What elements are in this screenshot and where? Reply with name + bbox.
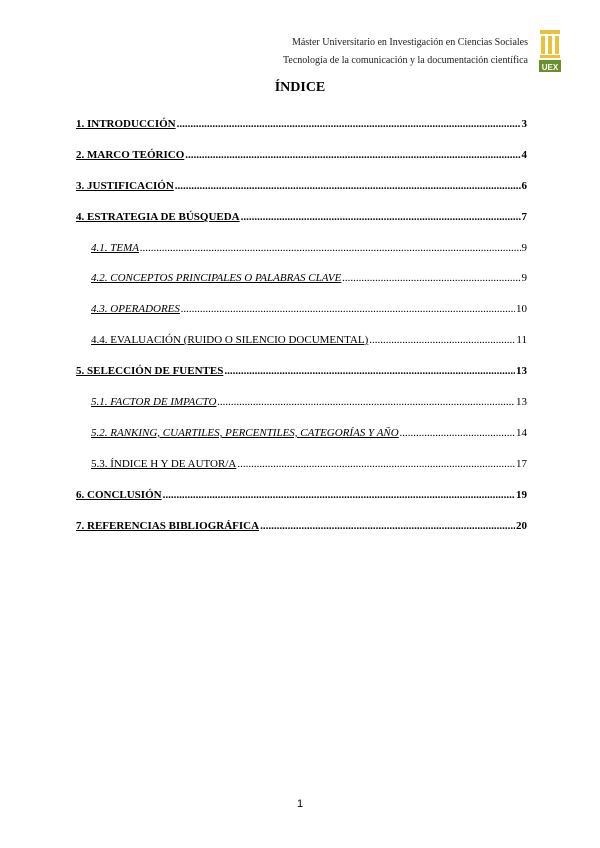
toc-entry-justificacion[interactable]	[76, 176, 527, 192]
toc-entry-referencias[interactable]	[76, 516, 527, 532]
toc-entry-page: 9	[521, 242, 527, 254]
header-line-1: Máster Universitario en Investigación en Ciencias Sociales	[291, 37, 528, 48]
toc-dot-leader	[260, 520, 515, 532]
toc-dot-leader	[369, 334, 515, 346]
toc-entry-introduccion[interactable]	[76, 114, 527, 130]
logo-text: UEX	[541, 63, 559, 72]
toc-entry-label: 2. MARCO TEÓRICO	[76, 149, 185, 161]
page-number: 1	[296, 798, 304, 810]
toc-entry-factor-impacto[interactable]	[91, 392, 527, 408]
toc-dot-leader	[241, 211, 521, 223]
toc-entry-conclusion[interactable]	[76, 485, 527, 501]
toc-dot-leader	[140, 242, 521, 254]
toc-entry-page: 3	[521, 118, 527, 130]
toc-dot-leader	[237, 458, 515, 470]
toc-entry-label: 5.3. ÍNDICE H Y DE AUTOR/A	[91, 458, 237, 470]
toc-entry-label: 1. INTRODUCCIÓN	[76, 118, 176, 130]
toc-entry-page: 11	[516, 334, 527, 346]
toc-entry-marco-teorico[interactable]	[76, 145, 527, 161]
toc-entry-page: 20	[516, 520, 527, 532]
toc-entry-page: 6	[521, 180, 527, 192]
toc-title: ÍNDICE	[274, 80, 326, 95]
toc-entry-seleccion-fuentes[interactable]	[76, 361, 527, 377]
toc-entry-page: 10	[516, 303, 527, 315]
toc-dot-leader	[163, 489, 515, 501]
toc-entry-label: 5.2. RANKING, CUARTILES, PERCENTILES, CATEGORÍAS Y AÑO	[91, 427, 399, 439]
toc-entry-page: 13	[516, 396, 527, 408]
toc-entry-page: 13	[516, 365, 527, 377]
toc-entry-label: 4. ESTRATEGIA DE BÚSQUEDA	[76, 211, 240, 223]
toc-dot-leader	[175, 180, 521, 192]
university-logo	[537, 28, 563, 74]
toc-entry-label: 5. SELECCIÓN DE FUENTES	[76, 365, 224, 377]
toc-entry-page: 14	[516, 427, 527, 439]
toc-entry-page: 9	[521, 272, 527, 284]
toc-entry-label: 4.3. OPERADORES	[91, 303, 180, 315]
toc-entry-label: 4.1. TEMA	[91, 242, 139, 254]
toc-entry-indice-h[interactable]	[91, 454, 527, 470]
toc-entry-page: 17	[516, 458, 527, 470]
toc-entry-label: 5.1. FACTOR DE IMPACTO	[91, 396, 217, 408]
toc-entry-estrategia[interactable]	[76, 207, 527, 223]
toc-entry-operadores[interactable]	[91, 299, 527, 315]
document-header	[283, 34, 528, 70]
toc-entry-label: 6. CONCLUSIÓN	[76, 489, 162, 501]
toc-dot-leader	[185, 149, 520, 161]
toc-entry-page: 4	[521, 149, 527, 161]
toc-dot-leader	[181, 303, 515, 315]
toc-entry-tema[interactable]	[91, 238, 527, 254]
toc-entry-label: 7. REFERENCIAS BIBLIOGRÁFICA	[76, 520, 260, 532]
toc-dot-leader	[217, 396, 515, 408]
toc-dot-leader	[400, 427, 515, 439]
toc-entry-evaluacion[interactable]	[91, 330, 527, 346]
toc-entry-page: 19	[516, 489, 527, 501]
toc-entry-page: 7	[521, 211, 527, 223]
toc-entry-label: 4.2. CONCEPTOS PRINCIPALES O PALABRAS CLAVE	[91, 272, 342, 284]
toc-entry-ranking[interactable]	[91, 423, 527, 439]
toc-dot-leader	[177, 118, 521, 130]
toc-entry-conceptos[interactable]	[91, 268, 527, 284]
toc-entry-label: 4.4. EVALUACIÓN (RUIDO O SILENCIO DOCUMENTAL)	[91, 334, 369, 346]
header-line-2: Tecnología de la comunicación y la documentación científica	[282, 55, 528, 66]
toc-dot-leader	[342, 272, 520, 284]
toc-dot-leader	[224, 365, 515, 377]
toc-entry-label: 3. JUSTIFICACIÓN	[76, 180, 174, 192]
